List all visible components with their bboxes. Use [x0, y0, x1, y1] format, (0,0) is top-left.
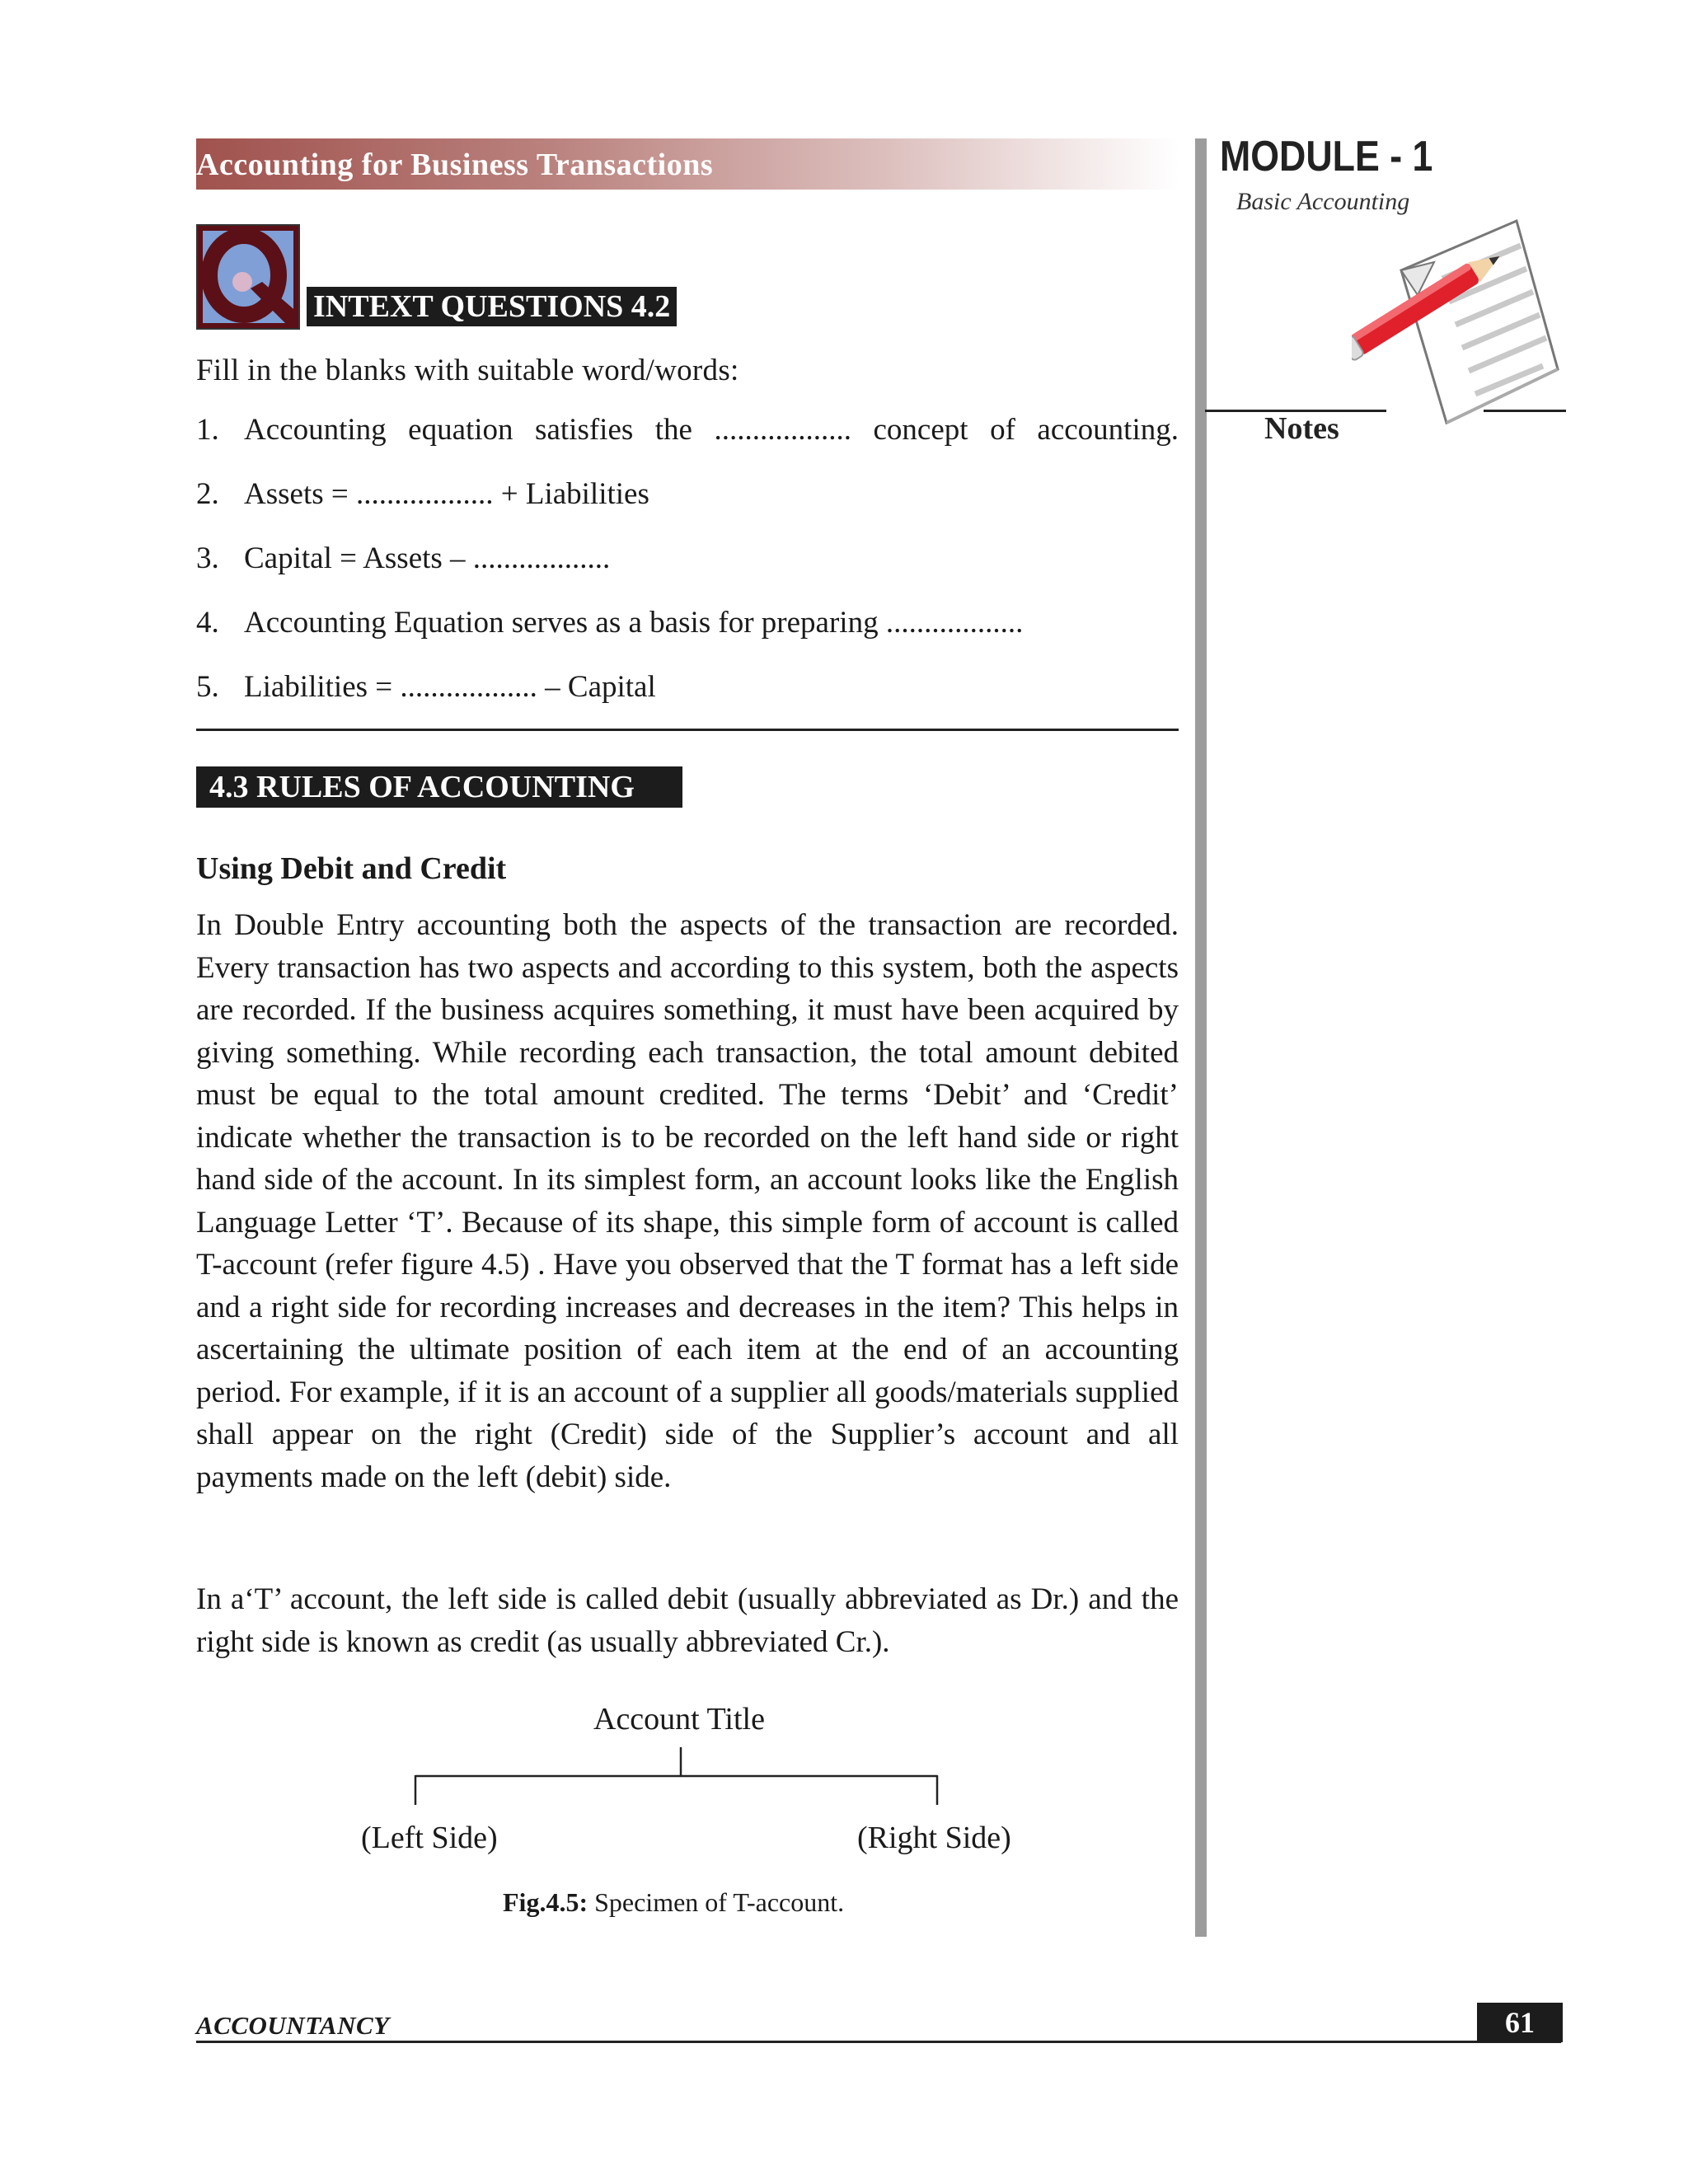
intext-questions-label: INTEXT QUESTIONS 4.2	[307, 287, 677, 326]
question-number: 3.	[196, 541, 219, 575]
running-title: Accounting for Business Transactions	[196, 148, 714, 182]
account-title-label: Account Title	[593, 1702, 765, 1736]
figure-caption	[503, 1887, 844, 1918]
list-item	[196, 541, 1179, 605]
footer-subject: ACCOUNTANCY	[196, 2011, 390, 2040]
question-text: Accounting Equation serves as a basis for preparing ..................	[244, 606, 1024, 640]
notes-label: Notes	[1264, 411, 1339, 446]
notes-pencil-icon	[1352, 213, 1574, 443]
subheading: Using Debit and Credit	[196, 851, 507, 886]
list-item	[196, 605, 1179, 669]
question-text: Accounting equation satisfies the .................. concept of accounting.	[244, 413, 1179, 447]
left-side-label: (Left Side)	[361, 1821, 498, 1855]
list-item	[196, 476, 1179, 541]
question-text: Liabilities = .................. – Capital	[244, 670, 656, 704]
body-paragraph: In Double Entry accounting both the aspects of the transaction are recorded. Every transaction has two aspects and according to this system, both the aspects are recorded. If the business acquires something, it must have been acquired by giving something. While recording each transaction, the total amount debited must be equal to the total amount credited. The terms ‘Debit’ and ‘Credit’ indicate whether the transaction is to be recorded on the left hand side or right hand side of the account. In its simplest form, an account looks like the English Language Letter ‘T’. Because of its shape, this simple form of account is called T-account (refer figure 4.5) . Have you observed that the T format has a left side and a right side for recording increases and decreases in the item? This helps in ascertaining the ultimate position of each item at the end of an accounting period. For example, if it is an account of a supplier all goods/materials supplied shall appear on the right (Credit) side of the Supplier’s account and all payments made on the left (debit) side.	[196, 908, 1179, 1494]
footer-rule	[196, 2041, 1561, 2043]
question-text: Assets = .................. + Liabilities	[244, 477, 649, 511]
caption-text: Specimen of T-account.	[588, 1887, 845, 1917]
question-number: 5.	[196, 670, 219, 704]
notes-rule-right	[1484, 410, 1566, 412]
right-side-label: (Right Side)	[857, 1821, 1011, 1855]
margin-rule	[1195, 138, 1207, 1937]
question-number: 1.	[196, 413, 219, 447]
question-number: 4.	[196, 606, 219, 640]
question-list	[196, 412, 1179, 733]
caption-label: Fig.4.5:	[503, 1887, 588, 1917]
list-item	[196, 669, 1179, 733]
module-subtitle: Basic Accounting	[1236, 188, 1410, 215]
page-number: 61	[1477, 2003, 1563, 2042]
t-account-diagram	[330, 1698, 1071, 1887]
list-item	[196, 412, 1179, 476]
instruction-text: Fill in the blanks with suitable word/words:	[196, 354, 739, 387]
running-header-band	[196, 138, 1179, 190]
question-text: Capital = Assets – ..................	[244, 541, 611, 575]
section-divider	[196, 729, 1179, 731]
question-number: 2.	[196, 477, 219, 511]
question-q-icon	[196, 224, 300, 330]
module-title: MODULE - 1	[1220, 133, 1433, 180]
section-heading: 4.3 RULES OF ACCOUNTING	[196, 766, 682, 808]
body-paragraph: In a‘T’ account, the left side is called debit (usually abbreviated as Dr.) and the right side is known as credit (as usually abbreviated Cr.).	[196, 1582, 1179, 1659]
